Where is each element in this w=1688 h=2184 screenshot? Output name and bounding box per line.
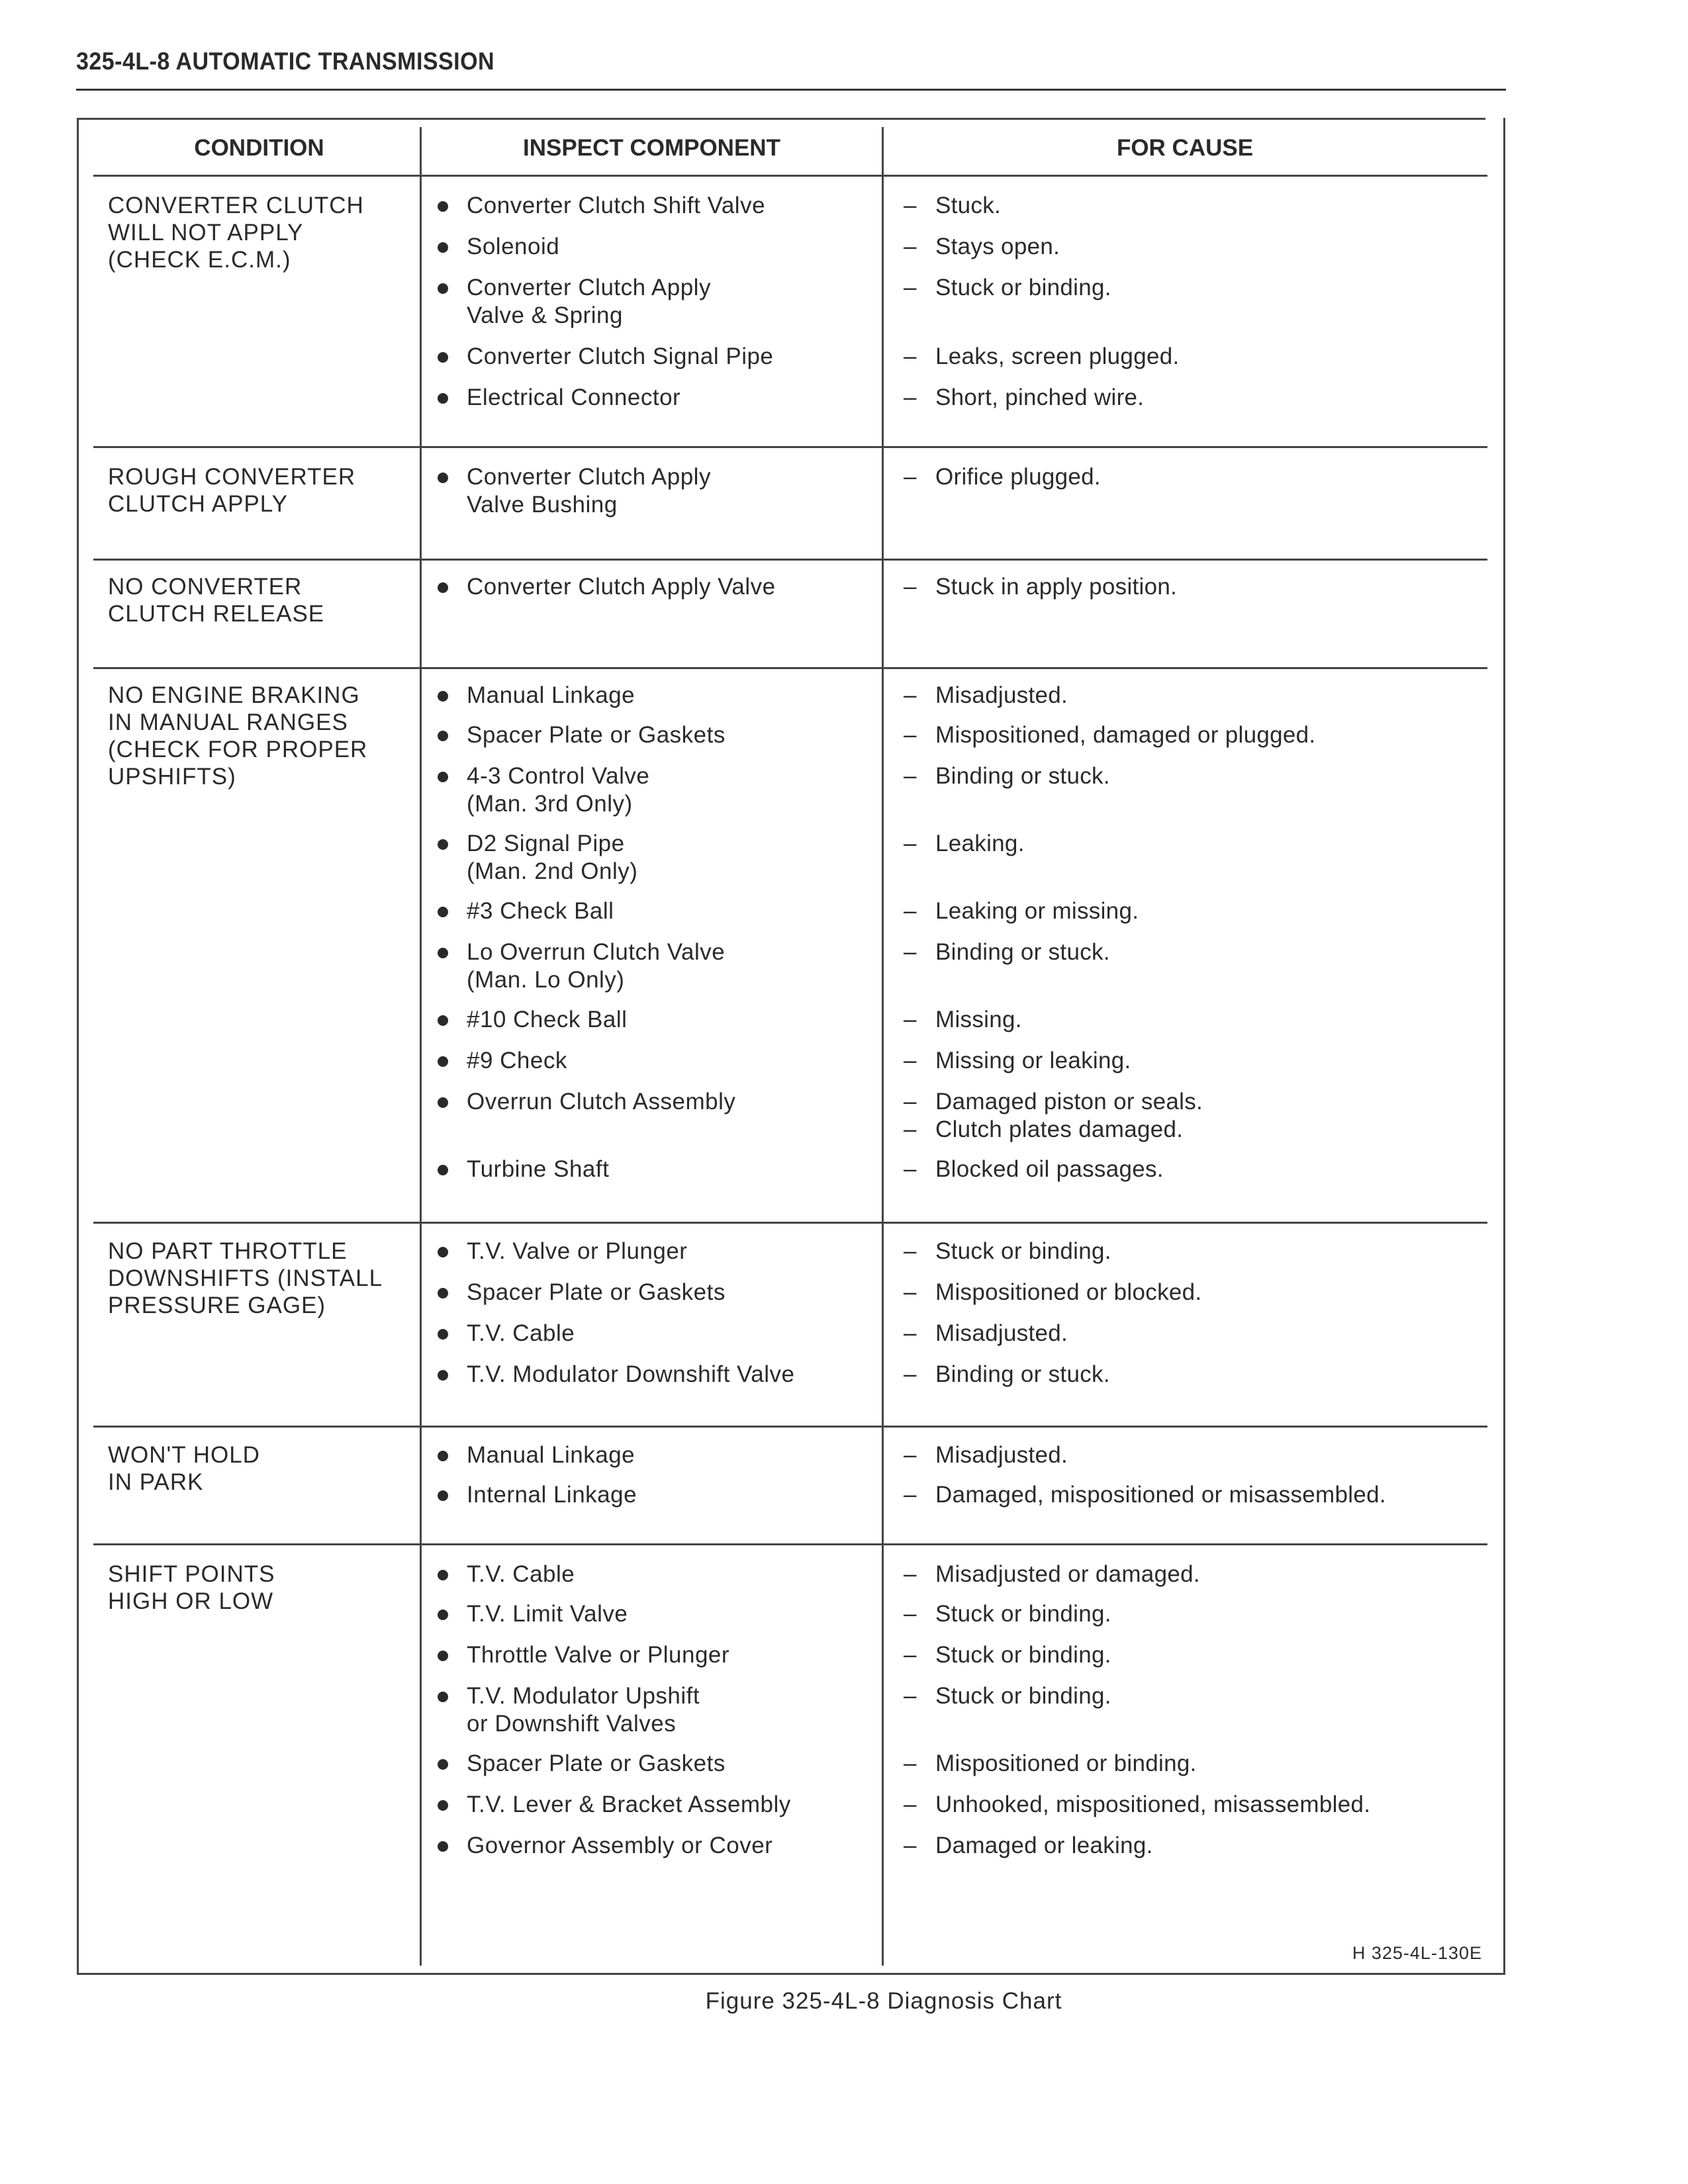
bullet-icon — [438, 393, 448, 404]
cause-cell — [904, 897, 1486, 925]
cause-cell — [904, 1238, 1486, 1265]
condition-text: IN MANUAL RANGES — [108, 709, 348, 735]
bullet-icon — [438, 201, 448, 212]
component-text: (Man. 3rd Only) — [467, 791, 633, 817]
cause-cell — [904, 463, 1486, 491]
condition-cell — [108, 573, 412, 627]
cause-cell — [904, 1320, 1486, 1347]
bullet-icon — [438, 1247, 448, 1257]
bullet-icon — [438, 1056, 448, 1067]
row-divider — [93, 667, 1487, 669]
dash-icon: – — [904, 1561, 917, 1587]
component-cell — [467, 573, 877, 601]
bullet-icon — [438, 1288, 448, 1298]
cause-text — [904, 274, 1486, 302]
column-header-inspect-component: INSPECT COMPONENT — [523, 135, 780, 161]
component-cell — [467, 1600, 877, 1628]
cause-value: Missing or leaking. — [935, 1048, 1131, 1073]
condition-text: CONVERTER CLUTCH — [108, 193, 364, 218]
component-cell — [467, 384, 877, 412]
column-divider — [882, 127, 884, 1966]
cause-cell — [904, 682, 1486, 709]
dash-icon: – — [904, 1116, 917, 1142]
condition-text: WILL NOT APPLY — [108, 220, 304, 246]
cause-text — [904, 1361, 1486, 1388]
dash-icon: – — [904, 722, 917, 748]
dash-icon: – — [904, 939, 917, 965]
cause-cell — [904, 1750, 1486, 1778]
condition-text: SHIFT POINTS — [108, 1561, 275, 1587]
component-text: Valve & Spring — [467, 302, 623, 328]
cause-cell — [904, 1561, 1486, 1588]
component-text: T.V. Limit Valve — [467, 1601, 628, 1627]
component-text: Internal Linkage — [467, 1482, 637, 1508]
cause-text — [904, 192, 1486, 220]
cause-cell — [904, 384, 1486, 412]
dash-icon: – — [904, 898, 917, 924]
condition-text: (CHECK E.C.M.) — [108, 247, 291, 273]
bullet-icon — [438, 1570, 448, 1580]
bullet-icon — [438, 1370, 448, 1381]
dash-icon: – — [904, 1320, 917, 1346]
component-text: T.V. Lever & Bracket Assembly — [467, 1792, 791, 1817]
component-text: Manual Linkage — [467, 1442, 635, 1468]
component-cell — [467, 463, 877, 519]
component-text: T.V. Valve or Plunger — [467, 1238, 688, 1264]
cause-text — [904, 1156, 1486, 1183]
dash-icon: – — [904, 1089, 917, 1115]
cause-cell — [904, 1641, 1486, 1669]
dash-icon: – — [904, 1751, 917, 1776]
cause-cell — [904, 1088, 1486, 1144]
component-cell — [467, 1561, 877, 1588]
cause-cell — [904, 1832, 1486, 1860]
cause-value: Damaged piston or seals. — [935, 1089, 1203, 1115]
condition-text: NO CONVERTER — [108, 574, 303, 600]
dash-icon: – — [904, 574, 917, 600]
dash-icon: – — [904, 275, 917, 300]
cause-text — [904, 463, 1486, 491]
condition-text: PRESSURE GAGE) — [108, 1293, 326, 1318]
condition-cell — [108, 192, 412, 273]
column-header-for-cause: FOR CAUSE — [1116, 135, 1254, 161]
cause-cell — [904, 938, 1486, 966]
condition-text: NO ENGINE BRAKING — [108, 682, 360, 708]
row-divider — [93, 1426, 1487, 1428]
cause-text — [904, 721, 1486, 749]
cause-value: Stuck. — [935, 193, 1002, 218]
component-text: (Man. Lo Only) — [467, 967, 625, 993]
cause-value: Clutch plates damaged. — [935, 1116, 1184, 1142]
bullet-icon — [438, 907, 448, 917]
component-text: Converter Clutch Apply — [467, 275, 711, 300]
dash-icon: – — [904, 1442, 917, 1468]
component-text: Solenoid — [467, 234, 560, 259]
dash-icon: – — [904, 234, 917, 259]
cause-cell — [904, 192, 1486, 220]
component-text: Converter Clutch Signal Pipe — [467, 343, 774, 369]
condition-text: NO PART THROTTLE — [108, 1238, 348, 1264]
cause-text — [904, 1006, 1486, 1034]
cause-value: Stays open. — [935, 234, 1060, 259]
cause-value: Stuck or binding. — [935, 1601, 1111, 1627]
cause-cell — [904, 762, 1486, 790]
cause-value: Binding or stuck. — [935, 763, 1110, 789]
cause-cell — [904, 1791, 1486, 1819]
component-cell — [467, 1791, 877, 1819]
component-cell — [467, 233, 877, 261]
dash-icon: – — [904, 1601, 917, 1627]
cause-cell — [904, 1006, 1486, 1034]
row-divider — [93, 559, 1487, 561]
component-cell — [467, 1279, 877, 1306]
dash-icon: – — [904, 1279, 917, 1305]
cause-cell — [904, 1682, 1486, 1710]
component-text: #3 Check Ball — [467, 898, 614, 924]
bullet-icon — [438, 1451, 448, 1461]
condition-text: (CHECK FOR PROPER — [108, 737, 368, 762]
component-cell — [467, 1320, 877, 1347]
condition-text: HIGH OR LOW — [108, 1588, 274, 1614]
bullet-icon — [438, 839, 448, 850]
cause-text — [904, 1682, 1486, 1710]
diagnosis-chart — [77, 118, 1505, 1975]
dash-icon: – — [904, 1683, 917, 1709]
dash-icon: – — [904, 1048, 917, 1073]
component-text: Valve Bushing — [467, 492, 618, 518]
component-cell — [467, 1682, 877, 1738]
cause-value: Mispositioned or blocked. — [935, 1279, 1202, 1305]
bullet-icon — [438, 242, 448, 253]
component-text: T.V. Modulator Downshift Valve — [467, 1361, 795, 1387]
dash-icon: – — [904, 1361, 917, 1387]
bullet-icon — [438, 1692, 448, 1702]
cause-text — [904, 897, 1486, 925]
component-text: Governor Assembly or Cover — [467, 1833, 773, 1858]
cause-text — [904, 938, 1486, 966]
cause-text — [904, 1481, 1486, 1509]
cause-value: Missing. — [935, 1007, 1022, 1032]
cause-value: Stuck or binding. — [935, 1238, 1111, 1264]
dash-icon: – — [904, 193, 917, 218]
cause-value: Stuck or binding. — [935, 1642, 1111, 1668]
dash-icon: – — [904, 385, 917, 410]
component-cell — [467, 343, 877, 371]
component-text: (Man. 2nd Only) — [467, 858, 638, 884]
component-cell — [467, 897, 877, 925]
component-cell — [467, 762, 877, 818]
component-cell — [467, 274, 877, 330]
bullet-icon — [438, 1097, 448, 1108]
condition-cell — [108, 463, 412, 518]
cause-text — [904, 1750, 1486, 1778]
component-text: Overrun Clutch Assembly — [467, 1089, 736, 1115]
dash-icon: – — [904, 763, 917, 789]
component-cell — [467, 1832, 877, 1860]
dash-icon: – — [904, 1792, 917, 1817]
bullet-icon — [438, 731, 448, 741]
row-divider — [93, 446, 1487, 448]
dash-icon: – — [904, 682, 917, 708]
component-text: Spacer Plate or Gaskets — [467, 722, 726, 748]
component-text: T.V. Cable — [467, 1561, 575, 1587]
bullet-icon — [438, 1841, 448, 1852]
component-text: 4-3 Control Valve — [467, 763, 650, 789]
component-cell — [467, 1238, 877, 1265]
cause-cell — [904, 1600, 1486, 1628]
figure-caption: Figure 325-4L-8 Diagnosis Chart — [705, 1988, 1062, 2014]
component-cell — [467, 1006, 877, 1034]
cause-value: Misadjusted. — [935, 682, 1068, 708]
cause-text — [904, 830, 1486, 858]
bullet-icon — [438, 1015, 448, 1026]
bullet-icon — [438, 1610, 448, 1620]
component-text: Converter Clutch Shift Valve — [467, 193, 766, 218]
column-header-condition: CONDITION — [194, 135, 324, 161]
component-text: Turbine Shaft — [467, 1156, 610, 1182]
component-text: T.V. Cable — [467, 1320, 575, 1346]
bullet-icon — [438, 352, 448, 363]
cause-text — [904, 1641, 1486, 1669]
component-text: Manual Linkage — [467, 682, 635, 708]
bullet-icon — [438, 1329, 448, 1340]
cause-text — [904, 1600, 1486, 1628]
cause-text — [904, 573, 1486, 601]
cause-value: Misadjusted. — [935, 1320, 1068, 1346]
cause-text — [904, 1238, 1486, 1265]
component-text: Lo Overrun Clutch Valve — [467, 939, 726, 965]
bullet-icon — [438, 948, 448, 958]
cause-value: Stuck or binding. — [935, 275, 1111, 300]
component-cell — [467, 1088, 877, 1116]
column-divider — [420, 127, 422, 1966]
cause-cell — [904, 343, 1486, 371]
component-text: Electrical Connector — [467, 385, 681, 410]
cause-value: Orifice plugged. — [935, 464, 1101, 490]
cause-cell — [904, 573, 1486, 601]
cause-value: Damaged, mispositioned or misassembled. — [935, 1482, 1386, 1508]
cause-value: Misadjusted or damaged. — [935, 1561, 1200, 1587]
cause-text — [904, 1047, 1486, 1075]
cause-value: Leaking. — [935, 831, 1025, 856]
bullet-icon — [438, 1490, 448, 1501]
cause-text — [904, 1832, 1486, 1860]
component-cell — [467, 1750, 877, 1778]
component-cell — [467, 1641, 877, 1669]
bullet-icon — [438, 691, 448, 702]
row-divider — [93, 175, 1487, 177]
cause-text — [904, 1279, 1486, 1306]
component-text: Spacer Plate or Gaskets — [467, 1279, 726, 1305]
component-cell — [467, 721, 877, 749]
component-text: D2 Signal Pipe — [467, 831, 625, 856]
cause-text — [904, 1320, 1486, 1347]
component-cell — [467, 830, 877, 886]
cause-text — [904, 343, 1486, 371]
cause-value: Leaking or missing. — [935, 898, 1139, 924]
dash-icon: – — [904, 831, 917, 856]
cause-cell — [904, 830, 1486, 858]
dash-icon: – — [904, 1238, 917, 1264]
dash-icon: – — [904, 1642, 917, 1668]
condition-cell — [108, 682, 412, 790]
condition-text: CLUTCH APPLY — [108, 491, 288, 517]
cause-value: Stuck in apply position. — [935, 574, 1178, 600]
bullet-icon — [438, 1800, 448, 1811]
dash-icon: – — [904, 464, 917, 490]
cause-value: Stuck or binding. — [935, 1683, 1111, 1709]
cause-cell — [904, 1279, 1486, 1306]
condition-text: ROUGH CONVERTER — [108, 464, 356, 490]
cause-value: Blocked oil passages. — [935, 1156, 1164, 1182]
cause-cell — [904, 1361, 1486, 1388]
component-cell — [467, 1481, 877, 1509]
cause-text — [904, 233, 1486, 261]
condition-cell — [108, 1238, 412, 1319]
component-cell — [467, 682, 877, 709]
component-text: Converter Clutch Apply — [467, 464, 711, 490]
component-text: or Downshift Valves — [467, 1711, 677, 1737]
cause-value: Binding or stuck. — [935, 1361, 1110, 1387]
cause-text — [904, 1791, 1486, 1819]
cause-text — [904, 682, 1486, 709]
bullet-icon — [438, 283, 448, 294]
component-cell — [467, 1156, 877, 1183]
cause-cell — [904, 1047, 1486, 1075]
cause-value: Leaks, screen plugged. — [935, 343, 1180, 369]
cause-cell — [904, 1156, 1486, 1183]
dash-icon: – — [904, 1156, 917, 1182]
cause-text — [904, 762, 1486, 790]
component-cell — [467, 1047, 877, 1075]
row-divider — [93, 1222, 1487, 1224]
cause-value: Mispositioned or binding. — [935, 1751, 1197, 1776]
condition-text: UPSHIFTS) — [108, 764, 236, 790]
cause-text — [904, 1088, 1486, 1116]
cause-value: Misadjusted. — [935, 1442, 1068, 1468]
component-cell — [467, 1441, 877, 1469]
dash-icon: – — [904, 1482, 917, 1508]
bullet-icon — [438, 1651, 448, 1661]
condition-text: WON'T HOLD — [108, 1442, 260, 1468]
component-cell — [467, 1361, 877, 1388]
cause-cell — [904, 1441, 1486, 1469]
cause-cell — [904, 1481, 1486, 1509]
header-rule — [76, 89, 1506, 91]
dash-icon: – — [904, 1007, 917, 1032]
cause-value: Damaged or leaking. — [935, 1833, 1153, 1858]
bullet-icon — [438, 772, 448, 782]
cause-text — [904, 1561, 1486, 1588]
cause-text — [904, 1441, 1486, 1469]
component-text: #10 Check Ball — [467, 1007, 628, 1032]
cause-cell — [904, 721, 1486, 749]
bullet-icon — [438, 582, 448, 593]
component-text: T.V. Modulator Upshift — [467, 1683, 700, 1709]
component-text: Converter Clutch Apply Valve — [467, 574, 776, 600]
page-header: 325-4L-8 AUTOMATIC TRANSMISSION — [76, 48, 495, 75]
condition-text: DOWNSHIFTS (INSTALL — [108, 1265, 383, 1291]
cause-text — [904, 1116, 1486, 1144]
bullet-icon — [438, 473, 448, 483]
condition-text: IN PARK — [108, 1469, 204, 1495]
bullet-icon — [438, 1759, 448, 1770]
cause-value: Short, pinched wire. — [935, 385, 1145, 410]
component-cell — [467, 938, 877, 994]
cause-text — [904, 384, 1486, 412]
bullet-icon — [438, 1165, 448, 1175]
condition-text: CLUTCH RELEASE — [108, 601, 325, 627]
dash-icon: – — [904, 343, 917, 369]
component-text: #9 Check — [467, 1048, 567, 1073]
figure-code: H 325-4L-130E — [1352, 1943, 1482, 1963]
row-divider — [93, 1543, 1487, 1545]
cause-value: Binding or stuck. — [935, 939, 1110, 965]
cause-cell — [904, 274, 1486, 302]
component-text: Spacer Plate or Gaskets — [467, 1751, 726, 1776]
condition-cell — [108, 1441, 412, 1496]
cause-cell — [904, 233, 1486, 261]
cause-value: Mispositioned, damaged or plugged. — [935, 722, 1316, 748]
component-cell — [467, 192, 877, 220]
component-text: Throttle Valve or Plunger — [467, 1642, 730, 1668]
cause-value: Unhooked, mispositioned, misassembled. — [935, 1792, 1371, 1817]
condition-cell — [108, 1561, 412, 1615]
dash-icon: – — [904, 1833, 917, 1858]
